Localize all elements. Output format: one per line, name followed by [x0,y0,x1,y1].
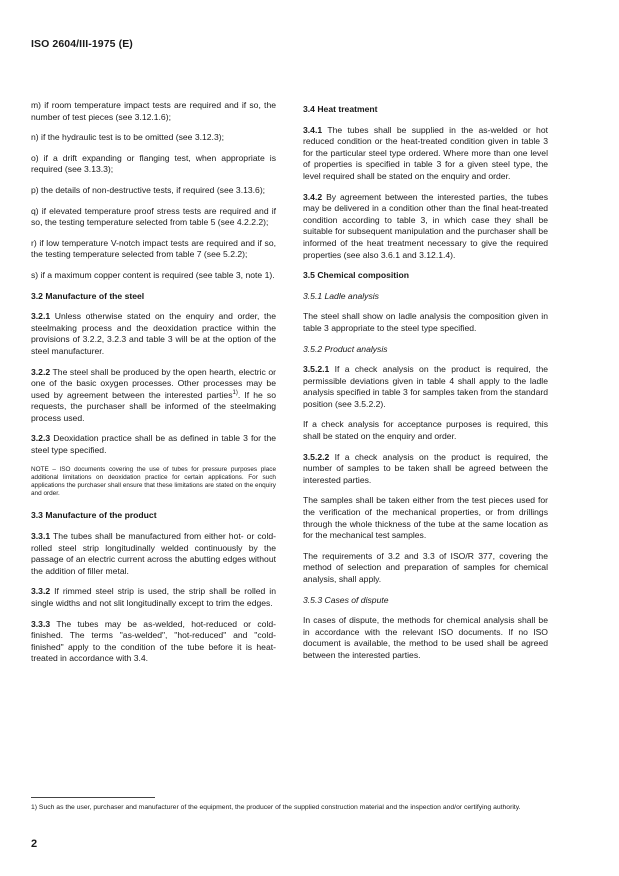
clause-3-4-1 [303,125,548,183]
clause-text: The tubes may be as-welded, hot-reduced or cold-finished. The terms "as-welded", "hot-reduced" and "cold-finished" apply to the condition of the tube before it is heat-treated in accordance with 3.4. [31,618,276,664]
section-heading-3-3: 3.3 Manufacture of the product [31,510,157,521]
clause-text: . If he so requests, the purchaser shall be informed of the steelmaking process used. [31,389,277,423]
subsection-heading-3-5-2: 3.5.2 Product analysis [303,343,388,354]
clause-text: If a check analysis on the product is required, the number of samples to be taken shall be agreed between the interested parties. [303,451,548,485]
clause-3-5-2-1 [303,364,548,410]
clause-text: Unless otherwise stated on the enquiry and order, the steelmaking process and the deoxidation practice within the provisions of 3.2.2, 3.2.3 and table 3 will be at the option of the steel manufacturer. [31,311,276,356]
clause-3-2-2 [31,367,276,425]
section-heading-3-5: 3.5 Chemical composition [303,270,410,281]
list-item: n) if the hydraulic test is to be omitted (see 3.12.3); [31,132,224,143]
subsection-heading-3-5-3: 3.5.3 Cases of dispute [303,594,389,605]
clause-text: If rimmed steel strip is used, the strip shall be rolled in single widths and not slit longitudinally except to trim the edges. [31,586,276,609]
section-heading-3-2: 3.2 Manufacture of the steel [31,290,145,301]
clause-text: By agreement between the interested parties, the tubes may be delivered in a condition other than the final heat-treated condition according to table 3, in which case they shall be suitable for subsequent manipulation and the purchaser shall be informed of the heat treatment necessary to give the required properties (see also 3.6.1 and 3.12.1.4). [303,191,549,260]
clause-number: 3.2.2 [31,366,51,377]
clause-number: 3.4.1 [303,124,323,135]
clause-3-3-1 [31,531,276,577]
clause-number: 3.4.2 [303,191,323,202]
left-column [31,100,276,674]
clause-3-2-3 [31,433,276,456]
right-column [303,100,548,671]
list-item: o) if a drift expanding or flanging test, when appropriate is required (see 3.13.3); [31,152,276,175]
clause-number: 3.3.1 [31,531,51,542]
clause-3-5-2-1-continued: If a check analysis for acceptance purposes is required, this shall be stated on the enquiry and order. [303,419,548,442]
clause-number: 3.5.2.1 [303,364,330,375]
subsection-heading-3-5-1: 3.5.1 Ladle analysis [303,290,379,301]
footnote-divider [31,797,155,798]
clause-number: 3.5.2.2 [303,451,330,462]
list-item: q) if elevated temperature proof stress tests are required and if so, the testing temperature selected from table 5 (see 4.2.2.2); [31,205,276,228]
clause-3-5-1: The steel shall show on ladle analysis the composition given in table 3 appropriate to the steel type specified. [303,311,548,333]
clause-number: 3.2.3 [31,433,51,444]
clause-3-2-1 [31,311,276,357]
footnote-reference: 1) [232,389,238,396]
clause-text: The steel shall be produced by the open hearth, electric or one of the basic oxygen processes. Other processes may be used by agreement between the interested parties [31,366,276,400]
clause-text: If a check analysis on the product is required, the permissible deviations given in table 4 shall apply to the ladle analysis specified in table 3 for samples taken from the standard position (see 3.5.2.2). [303,364,548,409]
clause-3-4-2 [303,192,548,262]
clause-3-5-3: In cases of dispute, the methods for chemical analysis shall be in accordance with the relevant ISO documents. If no ISO document is available, the method to be used shall be agreed between the interested parties. [303,615,548,660]
clause-number: 3.2.1 [31,311,51,322]
page-number: 2 [31,838,38,850]
clause-3-3-2 [31,586,276,609]
footnote: 1) Such as the user, purchaser and manufacturer of the equipment, the producer of the supplied construction material and the inspection and/or certifying authority. [31,804,521,811]
list-item: s) if a maximum copper content is required (see table 3, note 1). [31,269,275,280]
clause-text: The tubes shall be supplied in the as-welded or hot reduced condition or the heat-treated condition given in table 3 for the particular steel type ordered. Where more than one level of properties is specified in table 3 for a given steel type, the level required shall be stated on the enquiry and order. [303,124,548,181]
document-header: ISO 2604/III-1975 (E) [31,38,133,50]
list-item: r) if low temperature V-notch impact tests are required and if so, the testing temperature selected from table 7 (see 5.2.2); [31,237,276,260]
clause-3-5-2-2-continued: The samples shall be taken either from the test pieces used for the verification of the mechanical properties, or from drillings through the whole thickness of the tube at the same location as for the mechanical test samples. [303,495,548,541]
list-item: p) the details of non-destructive tests, if required (see 3.13.6); [31,184,266,195]
note: NOTE – ISO documents covering the use of tubes for pressure purposes place additional limitations on deoxidation practice for certain applications. For such applications the purchaser shall ensure that these limitations are stated on the enquiry and order. [31,465,276,498]
clause-number: 3.3.3 [31,618,51,629]
clause-3-5-2-2 [303,452,548,487]
clause-3-5-2-2-continued: The requirements of 3.2 and 3.3 of ISO/R 377, covering the method of selection and preparation of samples for chemical analysis, shall apply. [303,550,548,584]
clause-text: The tubes shall be manufactured from either hot- or cold-rolled steel strip longitudinally welded continuously by the passage of an electric current across the abutting edges without the addition of filler metal. [31,531,276,576]
section-heading-3-4: 3.4 Heat treatment [303,104,378,114]
clause-number: 3.3.2 [31,586,51,597]
clause-text: Deoxidation practice shall be as defined in table 3 for the steel type specified. [31,433,276,456]
clause-3-3-3 [31,619,276,665]
list-item: m) if room temperature impact tests are required and if so, the number of test pieces (see 3.12.1.6); [31,100,276,122]
